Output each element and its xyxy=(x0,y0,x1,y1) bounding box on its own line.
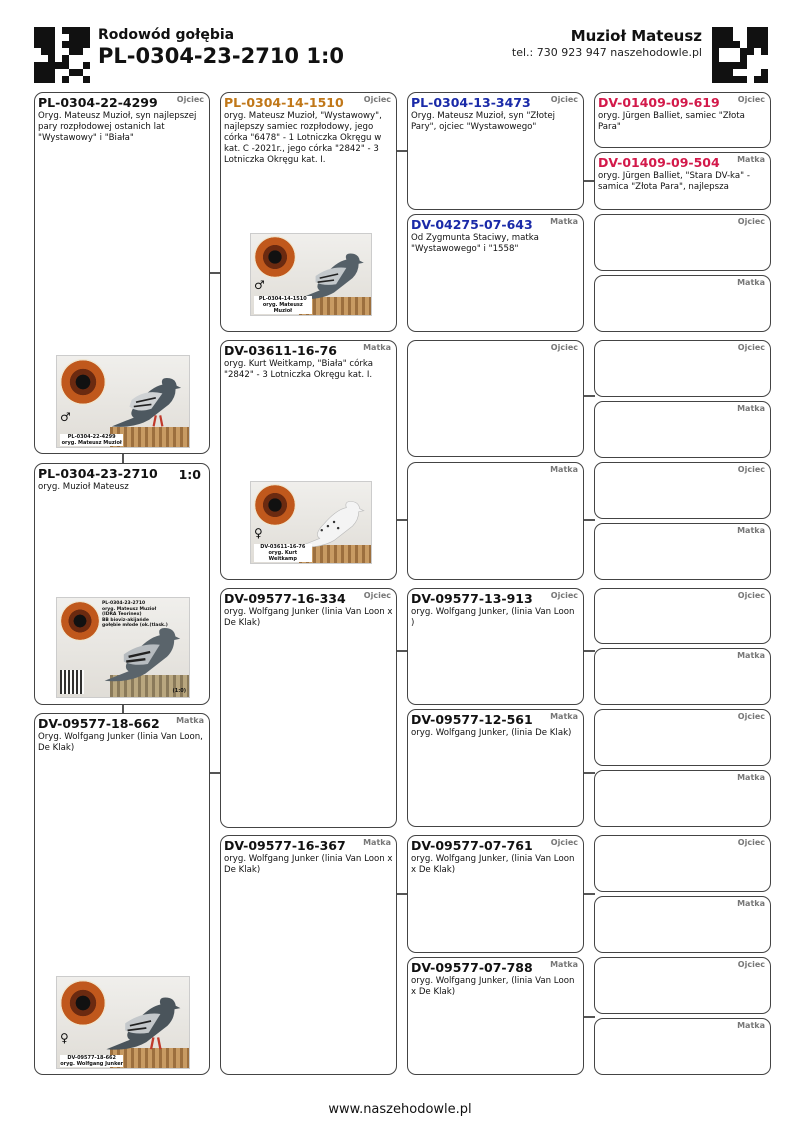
role-label: Matka xyxy=(737,526,765,535)
pigeon-description: Od Zygmunta Staciwy, matka "Wystawowego" i "1558" xyxy=(411,233,539,254)
pigeon-card-mf[interactable] xyxy=(220,588,397,828)
ring-number: DV-09577-18-662 xyxy=(38,716,160,731)
ring-number: PL-0304-22-4299 xyxy=(38,95,158,110)
role-label: Ojciec xyxy=(363,591,391,600)
pigeon-card-mffm[interactable] xyxy=(594,648,771,705)
role-label: Matka xyxy=(737,899,765,908)
ring-number: DV-03611-16-76 xyxy=(224,343,337,358)
pigeon-card-subject[interactable] xyxy=(34,463,210,705)
pigeon-description: Oryg. Mateusz Muzioł, syn "Złotej Pary", ojciec "Wystawowego" xyxy=(411,111,556,132)
pigeon-card-mfmf[interactable] xyxy=(594,709,771,766)
role-label: Matka xyxy=(550,712,578,721)
role-label: Ojciec xyxy=(737,95,765,104)
role-label: Matka xyxy=(550,217,578,226)
ring-number: DV-04275-07-643 xyxy=(411,217,533,232)
pigeon-image xyxy=(97,977,190,1065)
ring-number: DV-01409-09-619 xyxy=(598,95,720,110)
photo-corner-text: (1:0) xyxy=(172,688,186,694)
pigeon-description: oryg. Wolfgang Junker, (linia Van Loon ) xyxy=(411,607,575,628)
pigeon-description: oryg. Wolfgang Junker (linia Van Loon x De Klak) xyxy=(224,854,393,875)
qr-code-small xyxy=(60,670,84,694)
owner-contact: tel.: 730 923 947 naszehodowle.pl xyxy=(511,46,702,59)
photo-caption: DV-03611-16-76 oryg. Kurt Weitkamp xyxy=(254,544,312,562)
role-label: Matka xyxy=(737,773,765,782)
role-label: Ojciec xyxy=(737,343,765,352)
role-label: Ojciec xyxy=(737,591,765,600)
eye-image xyxy=(254,236,296,278)
pigeon-photo xyxy=(250,481,372,564)
pigeon-card-fmff[interactable] xyxy=(594,340,771,397)
ring-number: PL-0304-13-3473 xyxy=(411,95,531,110)
role-label: Ojciec xyxy=(363,95,391,104)
ring-number: DV-01409-09-504 xyxy=(598,155,720,170)
pigeon-description: Oryg. Mateusz Muzioł, syn najlepszej pary rozpłodowej ostanich lat "Wystawowy" i "Biała" xyxy=(38,111,197,143)
pigeon-card-mmfm[interactable] xyxy=(594,896,771,953)
role-label: Ojciec xyxy=(737,838,765,847)
role-label: Matka xyxy=(550,465,578,474)
pigeon-card-ffmm[interactable] xyxy=(594,275,771,332)
pigeon-photo xyxy=(56,597,190,698)
role-label: Ojciec xyxy=(550,343,578,352)
page-title: PL-0304-23-2710 1:0 xyxy=(98,44,344,68)
photo-caption: DV-09577-18-662 oryg. Wolfgang Junker xyxy=(60,1055,124,1067)
pigeon-description: oryg. Muzioł Mateusz xyxy=(38,482,129,492)
role-label: Ojciec xyxy=(176,95,204,104)
pigeon-description: oryg. Jürgen Balliet, "Stara DV-ka" - samica "Złota Para", najlepsza xyxy=(598,171,750,192)
pigeon-image xyxy=(103,356,190,444)
pigeon-card-ffff[interactable] xyxy=(594,92,771,148)
pigeon-card-mmmf[interactable] xyxy=(594,957,771,1014)
pigeon-card-mm[interactable] xyxy=(220,835,397,1075)
role-label: Matka xyxy=(363,343,391,352)
pigeon-card-ffmf[interactable] xyxy=(594,214,771,271)
role-label: Ojciec xyxy=(737,960,765,969)
role-label: Matka xyxy=(737,278,765,287)
score-label: 1:0 xyxy=(178,467,201,482)
footer-website[interactable]: www.naszehodowle.pl xyxy=(328,1102,472,1117)
pigeon-card-mmf[interactable] xyxy=(407,835,584,953)
ring-number: DV-09577-07-788 xyxy=(411,960,533,975)
pigeon-card-ff[interactable] xyxy=(220,92,397,332)
qr-code-right xyxy=(712,27,768,83)
eye-image xyxy=(60,359,106,405)
eye-image xyxy=(254,484,296,526)
pigeon-description: Oryg. Wolfgang Junker (linia Van Loon, De Klak) xyxy=(38,732,203,753)
pigeon-card-mmm[interactable] xyxy=(407,957,584,1075)
role-label: Matka xyxy=(363,838,391,847)
pigeon-description: oryg. Wolfgang Junker (linia Van Loon x De Klak) xyxy=(224,607,393,628)
pigeon-card-father[interactable] xyxy=(34,92,210,454)
pigeon-description: oryg. Wolfgang Junker, (linia Van Loon x De Klak) xyxy=(411,976,575,997)
role-label: Matka xyxy=(550,960,578,969)
pigeon-photo xyxy=(56,355,190,448)
photo-caption: PL-0304-14-1510 oryg. Mateusz Muzioł xyxy=(254,296,312,314)
pigeon-card-mmff[interactable] xyxy=(594,835,771,892)
document-type: Rodowód gołębia xyxy=(98,27,235,43)
pigeon-photo xyxy=(56,976,190,1069)
female-symbol: ♀ xyxy=(254,526,263,540)
ring-number: DV-09577-13-913 xyxy=(411,591,533,606)
eye-image xyxy=(60,601,100,641)
ring-number: PL-0304-23-2710 xyxy=(38,466,158,481)
pigeon-card-fmf[interactable] xyxy=(407,340,584,457)
pigeon-card-fmfm[interactable] xyxy=(594,401,771,458)
pigeon-image xyxy=(95,608,190,696)
role-label: Ojciec xyxy=(737,712,765,721)
pigeon-card-fffm[interactable] xyxy=(594,152,771,210)
role-label: Matka xyxy=(737,155,765,164)
role-label: Ojciec xyxy=(737,465,765,474)
pigeon-card-fm[interactable] xyxy=(220,340,397,580)
pigeon-card-fmmm[interactable] xyxy=(594,523,771,580)
pigeon-description: oryg. Mateusz Muzioł, "Wystawowy", najlepszy samiec rozpłodowy, jego córka "6478" - 1 Lotniczka Okręgu w kat. C -2021r., jego córka "2842" - 3 Lotniczka Okręgu kat. I. xyxy=(224,111,382,165)
pigeon-description: oryg. Wolfgang Junker, (linia Van Loon x De Klak) xyxy=(411,854,575,875)
role-label: Ojciec xyxy=(550,838,578,847)
female-symbol: ♀ xyxy=(60,1031,69,1045)
photo-caption: PL-0304-22-4299 oryg. Mateusz Muzioł xyxy=(61,434,122,446)
ring-number: DV-09577-16-367 xyxy=(224,838,346,853)
ring-number: DV-09577-07-761 xyxy=(411,838,533,853)
pigeon-description: oryg. Kurt Weitkamp, "Biała" córka "2842" - 3 Lotniczka Okręgu kat. I. xyxy=(224,359,374,380)
role-label: Ojciec xyxy=(737,217,765,226)
qr-code-left xyxy=(34,27,90,83)
pigeon-card-mff[interactable] xyxy=(407,588,584,705)
owner-name: Muzioł Mateusz xyxy=(570,27,702,45)
pigeon-card-mfm[interactable] xyxy=(407,709,584,827)
pigeon-description: oryg. Wolfgang Junker, (linia De Klak) xyxy=(411,728,572,738)
role-label: Ojciec xyxy=(550,95,578,104)
role-label: Matka xyxy=(176,716,204,725)
pigeon-card-ffm[interactable] xyxy=(407,214,584,332)
pigeon-card-mother[interactable] xyxy=(34,713,210,1075)
pigeon-card-mmmm[interactable] xyxy=(594,1018,771,1075)
pigeon-card-fmm[interactable] xyxy=(407,462,584,580)
male-symbol: ♂ xyxy=(254,278,265,292)
pigeon-photo xyxy=(250,233,372,316)
role-label: Matka xyxy=(737,651,765,660)
role-label: Ojciec xyxy=(550,591,578,600)
pigeon-card-mfff[interactable] xyxy=(594,588,771,644)
ring-number: PL-0304-14-1510 xyxy=(224,95,344,110)
role-label: Matka xyxy=(737,404,765,413)
pigeon-card-fmmf[interactable] xyxy=(594,462,771,519)
role-label: Matka xyxy=(737,1021,765,1030)
male-symbol: ♂ xyxy=(60,410,71,424)
ring-number: DV-09577-16-334 xyxy=(224,591,346,606)
photo-side-text: PL-0304-23-2710 oryg. Mateusz Muzioł (IDRA Teorinex) BB bioviz-akijańde gołębie młode (ok.(tlask.) xyxy=(102,601,168,628)
pigeon-card-fff[interactable] xyxy=(407,92,584,210)
pigeon-card-mfmm[interactable] xyxy=(594,770,771,827)
pigeon-description: oryg. Jürgen Balliet, samiec "Złota Para" xyxy=(598,111,745,132)
ring-number: DV-09577-12-561 xyxy=(411,712,533,727)
